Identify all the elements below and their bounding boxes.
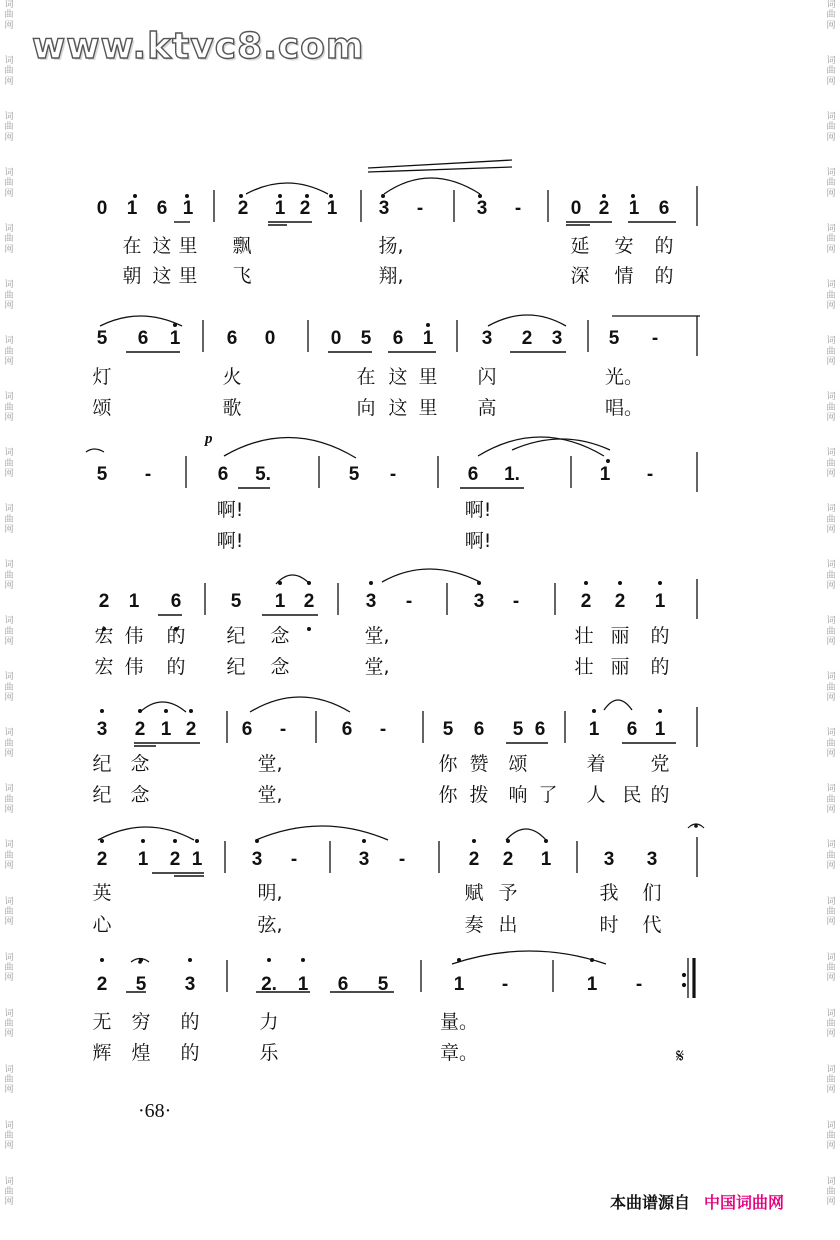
jianpu-note: 1 — [137, 849, 149, 870]
jianpu-note: - — [405, 591, 413, 612]
jianpu-note: 1 — [586, 974, 598, 995]
lyric-syllable: 党 — [650, 753, 670, 775]
lyric-syllable: 响 — [508, 784, 528, 806]
sidebar-watermark-text: 词 曲 网 — [4, 672, 14, 704]
jianpu-note: 1 — [128, 591, 140, 612]
lyric-syllable: 赞 — [469, 753, 489, 775]
sidebar-watermark-text: 词 曲 网 — [826, 1176, 836, 1208]
sidebar-watermark-text: 词 曲 网 — [4, 896, 14, 928]
jianpu-note: 1 — [126, 198, 138, 219]
lyric-syllable: 无 — [92, 1011, 112, 1033]
jianpu-note: 5 — [135, 974, 147, 995]
lyric-syllable: 纪 — [226, 625, 246, 647]
lyric-syllable: 的 — [650, 784, 670, 806]
sidebar-watermark-text: 词 曲 网 — [826, 1008, 836, 1040]
lyric-syllable: 力 — [259, 1011, 279, 1033]
lyric-syllable: 歌 — [222, 397, 242, 419]
lyric-syllable: 弦, — [257, 914, 283, 936]
sidebar-watermark-text: 词 曲 网 — [4, 504, 14, 535]
jianpu-note: 2 — [468, 849, 480, 870]
sidebar-watermark-text: 词 曲 网 — [4, 168, 14, 199]
jianpu-note: 1 — [540, 849, 552, 870]
sidebar-watermark-text: 词 曲 网 — [4, 1176, 14, 1208]
jianpu-note: 6 — [241, 719, 253, 740]
jianpu-note: 1 — [160, 719, 172, 740]
jianpu-note: 2 — [598, 198, 610, 219]
sidebar-watermark-text: 词 曲 网 — [4, 1064, 14, 1096]
source-footer — [610, 1190, 784, 1213]
jianpu-note: - — [651, 328, 659, 349]
jianpu-note: 0 — [570, 198, 582, 219]
sidebar-watermark-text: 词 曲 网 — [826, 1064, 836, 1096]
lyric-syllable: 的 — [166, 656, 186, 678]
lyric-syllable: 唱。 — [604, 397, 644, 419]
sidebar-watermark-text: 词 曲 网 — [4, 280, 14, 311]
lyric-syllable: 啊! — [216, 499, 244, 521]
sidebar-watermark-text: 词 曲 网 — [826, 280, 836, 311]
jianpu-note: 6 — [626, 719, 638, 740]
lyric-syllable: 壮 — [574, 656, 594, 678]
jianpu-note: - — [144, 464, 152, 485]
jianpu-note: 2 — [96, 974, 108, 995]
jianpu-note: 0 — [264, 328, 276, 349]
sidebar-watermark-text: 词 曲 网 — [826, 672, 836, 704]
jianpu-note: - — [646, 464, 654, 485]
lyric-syllable: 民 — [622, 784, 642, 806]
sidebar-watermark-text: 词 曲 网 — [4, 448, 14, 479]
jianpu-note: - — [501, 974, 509, 995]
jianpu-note: 6 — [337, 974, 349, 995]
jianpu-note: 2 — [169, 849, 181, 870]
lyric-syllable: 扬, — [378, 235, 404, 257]
sidebar-watermark-text: 词 曲 网 — [826, 112, 836, 143]
jianpu-note: 1 — [599, 464, 611, 485]
sidebar-watermark-text: 词 曲 网 — [826, 728, 836, 760]
jianpu-note: 5 — [348, 464, 360, 485]
lyric-syllable: 奏 — [464, 914, 484, 936]
site-name-link[interactable]: 中国词曲网 — [704, 1193, 785, 1212]
lyric-syllable: 英 — [92, 882, 112, 904]
lyric-syllable: 的 — [166, 625, 186, 647]
jianpu-note: 1. — [504, 464, 520, 485]
jianpu-note: 6 — [170, 591, 182, 612]
lyric-syllable: 纪 — [226, 656, 246, 678]
lyric-syllable: 我 — [599, 882, 619, 904]
lyric-syllable: 心 — [92, 914, 112, 936]
lyric-syllable: 颂 — [92, 397, 112, 419]
jianpu-note: 5 — [230, 591, 242, 612]
jianpu-note: 3 — [481, 328, 493, 349]
sidebar-watermark-text: 词 曲 网 — [826, 336, 836, 367]
jianpu-note: 2 — [303, 591, 315, 612]
jianpu-note: 6 — [392, 328, 404, 349]
jianpu-note: 6 — [341, 719, 353, 740]
sidebar-watermark-text: 词 曲 网 — [4, 560, 14, 591]
jianpu-note: 1 — [274, 591, 286, 612]
jianpu-note: 5 — [377, 974, 389, 995]
lyric-syllable: 乐 — [259, 1042, 279, 1064]
source-label: 本曲谱源自 — [610, 1193, 691, 1212]
jianpu-note: 6 — [467, 464, 479, 485]
lyric-syllable: 堂, — [364, 625, 390, 647]
jianpu-note: 1 — [274, 198, 286, 219]
jianpu-note: 5 — [608, 328, 620, 349]
jianpu-note: 2 — [237, 198, 249, 219]
jianpu-note: 6 — [137, 328, 149, 349]
lyric-syllable: 飘 — [232, 235, 252, 257]
jianpu-note: - — [514, 198, 522, 219]
lyric-syllable: 延 — [570, 235, 590, 257]
sidebar-watermark-text: 词 曲 网 — [4, 728, 14, 760]
lyric-syllable: 堂, — [257, 784, 283, 806]
jianpu-note: 2 — [96, 849, 108, 870]
jianpu-note: 3 — [251, 849, 263, 870]
jianpu-note: 3 — [603, 849, 615, 870]
lyric-syllable: 飞 — [232, 265, 252, 287]
jianpu-note: 0 — [96, 198, 108, 219]
lyric-syllable: 这 — [152, 265, 172, 287]
lyric-syllable: 的 — [654, 235, 674, 257]
lyric-syllable: 堂, — [257, 753, 283, 775]
sidebar-watermark-text: 词 曲 网 — [826, 392, 836, 423]
sidebar-watermark-text: 词 曲 网 — [826, 840, 836, 872]
jianpu-note: 6 — [226, 328, 238, 349]
lyric-syllable: 向 — [356, 397, 376, 419]
lyric-syllable: 啊! — [464, 499, 492, 521]
jianpu-note: 5 — [96, 464, 108, 485]
lyric-syllable: 情 — [614, 265, 634, 287]
lyric-syllable: 的 — [650, 625, 670, 647]
sidebar-watermark-text: 词 曲 网 — [826, 560, 836, 591]
lyric-syllable: 代 — [642, 914, 662, 936]
lyric-syllable: 章。 — [439, 1042, 479, 1064]
sidebar-watermark-text: 词 曲 网 — [4, 1120, 14, 1152]
jianpu-note: 6 — [534, 719, 546, 740]
lyric-syllable: 了 — [538, 784, 558, 806]
lyric-syllable: 深 — [570, 265, 590, 287]
jianpu-note: 1 — [654, 591, 666, 612]
lyric-syllable: 你 — [438, 784, 458, 806]
lyric-syllable: 拨 — [469, 784, 489, 806]
lyric-syllable: 壮 — [574, 625, 594, 647]
sidebar-watermark-text: 词 曲 网 — [826, 1120, 836, 1152]
lyric-syllable: 伟 — [124, 656, 144, 678]
jianpu-note: 3 — [378, 198, 390, 219]
jianpu-note: - — [398, 849, 406, 870]
lyric-syllable: 丽 — [610, 656, 630, 678]
segno-sign: 𝄋 — [676, 1045, 685, 1067]
sidebar-watermark-text: 词 曲 网 — [4, 112, 14, 143]
sidebar-watermark-text: 词 曲 网 — [4, 840, 14, 872]
jianpu-note: - — [416, 198, 424, 219]
lyric-syllable: 在 — [356, 366, 376, 388]
lyric-syllable: 的 — [180, 1042, 200, 1064]
lyric-syllable: 翔, — [378, 265, 404, 287]
jianpu-note: 2. — [261, 974, 277, 995]
lyric-syllable: 们 — [642, 882, 662, 904]
sidebar-watermark-text: 词 曲 网 — [826, 168, 836, 199]
lyric-syllable: 丽 — [610, 625, 630, 647]
lyric-syllable: 穷 — [131, 1011, 151, 1033]
lyric-syllable: 赋 — [464, 882, 484, 904]
lyric-syllable: 人 — [586, 784, 606, 806]
sidebar-watermark-text: 词 曲 网 — [4, 616, 14, 648]
jianpu-note: 3 — [184, 974, 196, 995]
jianpu-note: 3 — [96, 719, 108, 740]
lyric-syllable: 着 — [586, 753, 606, 775]
sidebar-watermark-text: 词 曲 网 — [826, 0, 836, 31]
sidebar-watermark-text: 词 曲 网 — [826, 504, 836, 535]
jianpu-note: 3 — [551, 328, 563, 349]
lyric-syllable: 啊! — [464, 530, 492, 552]
jianpu-note: - — [389, 464, 397, 485]
jianpu-note: 2 — [299, 198, 311, 219]
jianpu-note: 2 — [521, 328, 533, 349]
jianpu-note: 2 — [614, 591, 626, 612]
sidebar-watermark-text: 词 曲 网 — [826, 56, 836, 87]
jianpu-note: 3 — [476, 198, 488, 219]
lyric-syllable: 堂, — [364, 656, 390, 678]
jianpu-note: 6 — [156, 198, 168, 219]
jianpu-note: 2 — [134, 719, 146, 740]
sidebar-watermark-text: 词 曲 网 — [4, 224, 14, 255]
lyric-syllable: 纪 — [92, 753, 112, 775]
jianpu-note: 3 — [365, 591, 377, 612]
sidebar-watermark-text: 词 曲 网 — [826, 616, 836, 648]
jianpu-note: 6 — [217, 464, 229, 485]
jianpu-note: 2 — [580, 591, 592, 612]
jianpu-note: 2 — [185, 719, 197, 740]
lyric-syllable: 颂 — [508, 753, 528, 775]
lyric-syllable: 在 — [122, 235, 142, 257]
jianpu-note: 6 — [473, 719, 485, 740]
lyric-syllable: 念 — [130, 753, 150, 775]
jianpu-note: 3 — [473, 591, 485, 612]
sidebar-watermark-text: 词 曲 网 — [826, 448, 836, 479]
lyric-syllable: 宏 — [94, 625, 114, 647]
lyric-syllable: 伟 — [124, 625, 144, 647]
sidebar-watermark-text: 词 曲 网 — [4, 952, 14, 984]
lyric-syllable: 时 — [599, 914, 619, 936]
sidebar-watermark-text: 词 曲 网 — [4, 392, 14, 423]
sidebar-watermark-text: 词 曲 网 — [4, 1008, 14, 1040]
jianpu-note: 5 — [512, 719, 524, 740]
jianpu-note: - — [379, 719, 387, 740]
jianpu-note: 5 — [442, 719, 454, 740]
jianpu-note: 1 — [422, 328, 434, 349]
jianpu-note: - — [279, 719, 287, 740]
jianpu-note: 3 — [358, 849, 370, 870]
lyric-syllable: 安 — [614, 235, 634, 257]
jianpu-note: 1 — [169, 328, 181, 349]
lyric-syllable: 明, — [257, 882, 283, 904]
lyric-syllable: 里 — [178, 235, 198, 257]
jianpu-note: 1 — [326, 198, 338, 219]
sidebar-watermark-text: 词 曲 网 — [4, 336, 14, 367]
lyric-syllable: 里 — [418, 366, 438, 388]
page-number: ·68· — [138, 1100, 172, 1122]
jianpu-note: 2 — [98, 591, 110, 612]
jianpu-note: - — [290, 849, 298, 870]
sidebar-watermark-text: 词 曲 网 — [826, 896, 836, 928]
lyric-syllable: 啊! — [216, 530, 244, 552]
lyric-syllable: 量。 — [439, 1011, 479, 1033]
jianpu-note: 1 — [628, 198, 640, 219]
jianpu-note: - — [512, 591, 520, 612]
jianpu-note: 5 — [96, 328, 108, 349]
lyric-syllable: 予 — [498, 882, 518, 904]
lyric-syllable: 里 — [418, 397, 438, 419]
sidebar-watermark-text: 词 曲 网 — [4, 56, 14, 87]
lyric-syllable: 念 — [270, 625, 290, 647]
jianpu-note: 3 — [646, 849, 658, 870]
lyric-syllable: 高 — [477, 397, 497, 419]
sidebar-watermark-text: 词 曲 网 — [4, 784, 14, 816]
jianpu-note: 2 — [502, 849, 514, 870]
jianpu-note: 1 — [654, 719, 666, 740]
lyric-syllable: 这 — [388, 397, 408, 419]
jianpu-note: 1 — [191, 849, 203, 870]
lyric-syllable: 的 — [654, 265, 674, 287]
lyric-syllable: 纪 — [92, 784, 112, 806]
lyric-syllable: 闪 — [477, 366, 497, 388]
jianpu-note: 6 — [658, 198, 670, 219]
lyric-syllable: 朝 — [122, 265, 142, 287]
lyric-syllable: 光。 — [604, 366, 644, 388]
lyric-syllable: 你 — [438, 753, 458, 775]
score-content — [92, 198, 673, 1064]
jianpu-note: 1 — [453, 974, 465, 995]
lyric-syllable: 灯 — [92, 366, 112, 388]
lyric-syllable: 念 — [270, 656, 290, 678]
sidebar-watermark-text: 词 曲 网 — [826, 784, 836, 816]
site-watermark: www.ktvc8.com — [32, 26, 365, 67]
jianpu-note: 5. — [255, 464, 271, 485]
sidebar-watermark-text: 词 曲 网 — [4, 0, 14, 31]
lyric-syllable: 辉 — [92, 1042, 112, 1064]
jianpu-note: 1 — [297, 974, 309, 995]
lyric-syllable: 煌 — [131, 1042, 151, 1064]
lyric-syllable: 宏 — [94, 656, 114, 678]
jianpu-note: - — [635, 974, 643, 995]
jianpu-note: 1 — [182, 198, 194, 219]
lyric-syllable: 念 — [130, 784, 150, 806]
lyric-syllable: 火 — [222, 366, 242, 388]
lyric-syllable: 这 — [152, 235, 172, 257]
sidebar-watermark-text: 词 曲 网 — [826, 224, 836, 255]
lyric-syllable: 的 — [650, 656, 670, 678]
lyric-syllable: 这 — [388, 366, 408, 388]
jianpu-note: 0 — [330, 328, 342, 349]
dynamic-piano-mark: p — [205, 431, 213, 447]
sidebar-watermark-text: 词 曲 网 — [826, 952, 836, 984]
lyric-syllable: 的 — [180, 1011, 200, 1033]
lyric-syllable: 里 — [178, 265, 198, 287]
jianpu-note: 5 — [360, 328, 372, 349]
jianpu-note: 1 — [588, 719, 600, 740]
lyric-syllable: 出 — [498, 914, 518, 936]
